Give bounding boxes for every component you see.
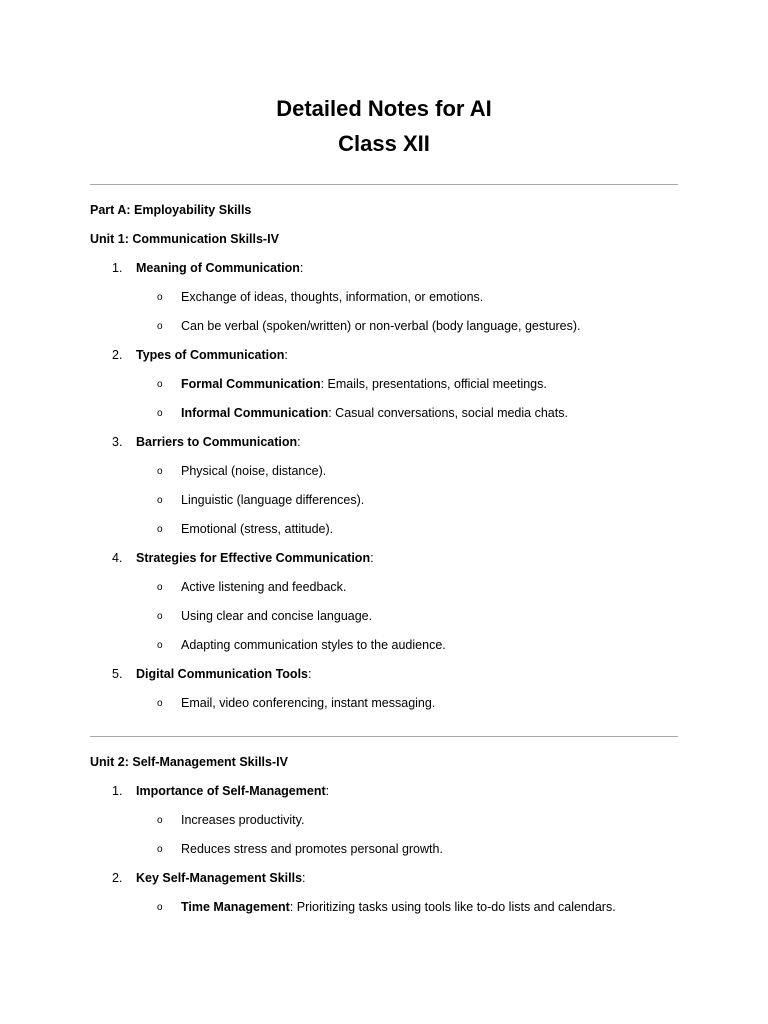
hollow-bullet-icon: o: [157, 640, 163, 651]
list-item: [112, 434, 301, 450]
item-title: Strategies for Effective Communication: [136, 551, 371, 565]
bullet-item: [157, 376, 547, 394]
part-a-heading: Part A: Employability Skills: [90, 203, 252, 217]
bullet-text: Physical (noise, distance).: [181, 464, 327, 478]
item-suffix: :: [297, 435, 301, 449]
bullet-text: Using clear and concise language.: [181, 609, 373, 623]
list-item: [112, 347, 288, 363]
bullet-item: [157, 405, 568, 423]
list-number: 1.: [112, 784, 123, 798]
list-number: 2.: [112, 871, 123, 885]
item-title: Importance of Self-Management: [136, 784, 326, 798]
list-number: 1.: [112, 261, 123, 275]
list-item: [112, 260, 303, 276]
item-title: Digital Communication Tools: [136, 667, 308, 681]
item-suffix: :: [308, 667, 312, 681]
bullet-text: Emotional (stress, attitude).: [181, 522, 334, 536]
hollow-bullet-icon: o: [157, 408, 163, 419]
bullet-item: [157, 899, 616, 917]
hollow-bullet-icon: o: [157, 698, 163, 709]
bullet-text: Linguistic (language differences).: [181, 493, 365, 507]
item-suffix: :: [370, 551, 374, 565]
hollow-bullet-icon: o: [157, 844, 163, 855]
bullet-text: Increases productivity.: [181, 813, 305, 827]
item-suffix: :: [325, 784, 330, 798]
bullet-item: [157, 608, 372, 626]
bullet-item: [157, 812, 304, 830]
list-number: 5.: [112, 667, 123, 681]
bullet-text: Email, video conferencing, instant messaging.: [181, 696, 436, 710]
list-number: 4.: [112, 551, 123, 565]
bullet-text: Reduces stress and promotes personal growth.: [181, 842, 443, 856]
bullet-item: [157, 521, 333, 539]
item-title: Meaning of Communication: [136, 261, 300, 275]
horizontal-divider: [90, 184, 678, 185]
list-item: [112, 666, 311, 682]
list-number: 3.: [112, 435, 123, 449]
hollow-bullet-icon: o: [157, 815, 163, 826]
hollow-bullet-icon: o: [157, 379, 163, 390]
document-title: Detailed Notes for AI: [276, 96, 492, 121]
hollow-bullet-icon: o: [157, 292, 163, 303]
bullet-item: [157, 695, 435, 713]
bullet-term: Informal Communication: [181, 406, 329, 420]
unit-2-heading: Unit 2: Self-Management Skills-IV: [90, 755, 288, 769]
item-suffix: :: [302, 871, 306, 885]
bullet-term: Time Management: [181, 900, 290, 914]
bullet-item: [157, 492, 364, 510]
bullet-text: : Emails, presentations, official meetings.: [320, 377, 547, 391]
hollow-bullet-icon: o: [157, 466, 163, 477]
hollow-bullet-icon: o: [157, 611, 163, 622]
horizontal-divider: [90, 736, 678, 737]
bullet-item: [157, 579, 346, 597]
list-item: [112, 870, 306, 886]
bullet-term: Formal Communication: [181, 377, 321, 391]
bullet-text: : Casual conversations, social media chats.: [328, 406, 568, 420]
list-item: [112, 783, 329, 799]
list-item: [112, 550, 374, 566]
bullet-item: [157, 318, 581, 336]
bullet-text: Active listening and feedback.: [181, 580, 347, 594]
item-title: Key Self-Management Skills: [136, 871, 303, 885]
bullet-text: Adapting communication styles to the audience.: [181, 638, 446, 652]
item-suffix: :: [299, 261, 304, 275]
hollow-bullet-icon: o: [157, 902, 163, 913]
hollow-bullet-icon: o: [157, 321, 163, 332]
unit-1-heading: Unit 1: Communication Skills-IV: [90, 232, 279, 246]
bullet-item: [157, 637, 446, 655]
hollow-bullet-icon: o: [157, 524, 163, 535]
item-suffix: :: [284, 348, 288, 362]
bullet-item: [157, 841, 443, 859]
item-title: Types of Communication: [136, 348, 285, 362]
bullet-text: Exchange of ideas, thoughts, information, or emotions.: [181, 290, 484, 304]
bullet-item: [157, 289, 483, 307]
hollow-bullet-icon: o: [157, 582, 163, 593]
item-title: Barriers to Communication: [136, 435, 298, 449]
document-subtitle: Class XII: [338, 131, 430, 156]
bullet-text: : Prioritizing tasks using tools like to-do lists and calendars.: [289, 900, 616, 914]
list-number: 2.: [112, 348, 123, 362]
hollow-bullet-icon: o: [157, 495, 163, 506]
bullet-text: Can be verbal (spoken/written) or non-verbal (body language, gestures).: [181, 319, 581, 333]
bullet-item: [157, 463, 326, 481]
